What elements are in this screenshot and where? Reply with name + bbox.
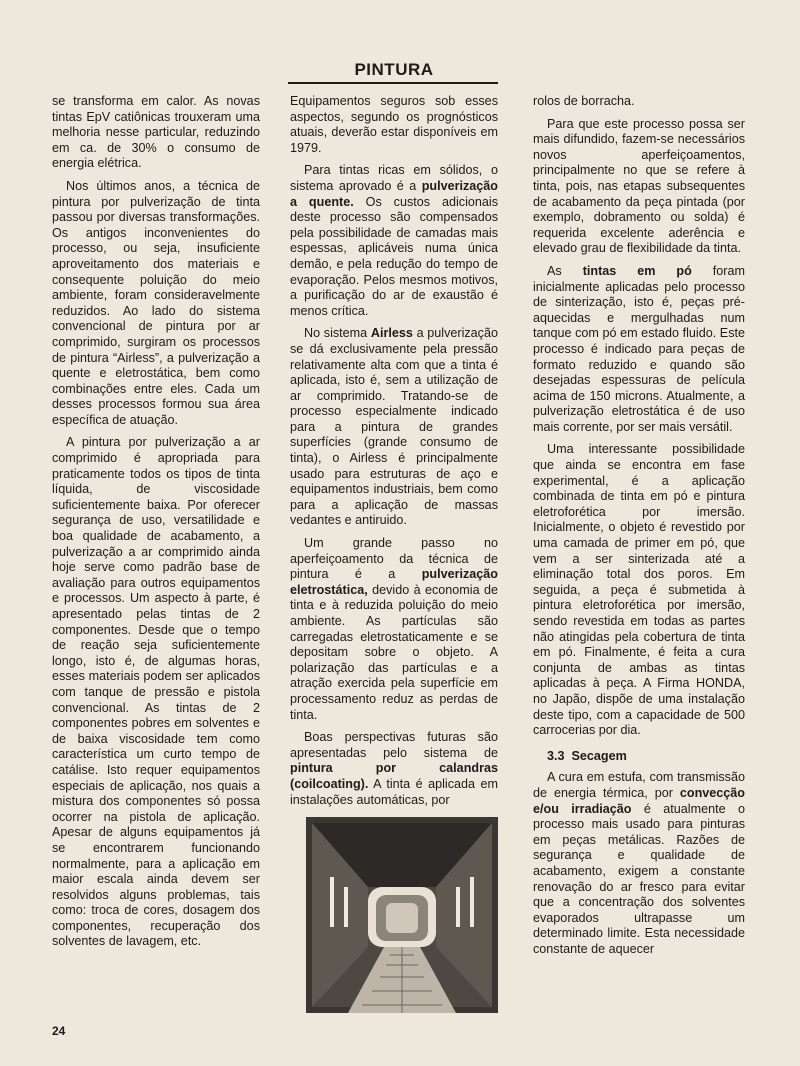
- paragraph: A pintura por pulverização a ar comprimido é apropriada para praticamente todos os tipos de tinta líquida, de viscosidade suficientemente baixa. Por oferecer segurança de uso, versatilidade e boa qualidade de acabamento, a pulverização a ar comprimido ainda hoje serve como padrão base de avaliação para outros equipamentos e processos. Um aspecto à parte, é apresentado pelas tintas de 2 componentes. Desde que o tempo de reação seja suficientemente longo, isto é, de algumas horas, esses materiais podem ser aplicados com tanque de pressão e pistola convencional. As tintas de 2 componentes pobres em solventes e de baixa viscosidade tem como característica um curto tempo de catálise. Isto requer equipamentos especiais de aplicação, nos quais a mistura dos componentes só possa ocorrer na pistola de aplicação. Apesar de alguns equipamentos já se encontrarem funcionando normalmente, para a aplicação em maior escala ainda devem ser resolvidos alguns problemas, tais como: troca de cores, dosagem dos componentes, recuperação dos solventes de lavagem, etc.: [52, 435, 260, 949]
- bold-term: pintura por calandras (coilcoating).: [290, 761, 498, 791]
- paragraph: [290, 536, 498, 723]
- bold-term: Airless: [370, 326, 413, 341]
- paragraph: [533, 770, 745, 957]
- paint-line-photo: [306, 817, 498, 1013]
- paragraph: [290, 326, 498, 529]
- bold-term: tintas em pó: [582, 263, 692, 278]
- text-run: Boas perspectivas futuras são apresentadas pelo sistema de: [290, 730, 498, 760]
- text-run: devido à economia de tinta e à reduzida poluição do meio ambiente. As partículas são carregadas eletrostaticamente e se depositam sobre o objeto. A polarização das partículas e a atração exercida pela superfície em processamento reduz as perdas de tinta.: [290, 582, 498, 722]
- paragraph: rolos de borracha.: [533, 94, 635, 108]
- tunnel-photo-illustration: [306, 817, 498, 1013]
- text-run: No sistema: [304, 326, 371, 341]
- text-run: As: [547, 263, 583, 278]
- text-run: foram inicialmente aplicadas pelo processo de sinterização, isto é, peças pré-aquecidas e mergulhadas num tanque com pó em estado fluido. Este processo é indicado para peças de formato reduzido e quando são desejadas espessuras de película acima de 150 microns. Atualmente, a pulverização eletrostática é de uso mais corrente, por ser mais versátil.: [533, 263, 745, 434]
- page-number: 24: [52, 1024, 66, 1038]
- paragraph: Uma interessante possibilidade que ainda se encontra em fase experimental, é a aplicação combinada de tinta em pó e pintura eletroforética por imersão. Inicialmente, o objeto é revestido por uma camada de primer em pó, que vem a ser sinterizada até a eliminação total dos poros. Em seguida, a peça é submetida à pintura eletroforética por imersão, sendo revestida em todas as partes não atingidas pela cobertura de tinta em pó. Finalmente, é feita a cura conjunta de ambas as tintas aplicadas à peça. A Firma HONDA, no Japão, dispõe de uma instalação deste tipo, com a capacidade de 500 carrocerias por dia.: [533, 442, 745, 738]
- paragraph: Equipamentos seguros sob esses aspectos, segundo os prognósticos atuais, deverão estar disponíveis em 1979.: [290, 94, 498, 155]
- section-title: Secagem: [571, 748, 627, 763]
- section-heading: [547, 749, 745, 765]
- text-run: A cura em estufa, com transmissão de energia térmica, por: [533, 770, 745, 800]
- text-run: a pulverização se dá exclusivamente pela pressão relativamente alta com que a tinta é aplicada, isto é, sem a utilização de ar comprimido. Tratando-se de processo especialmente indicado para a pintura de grandes superfícies (grande consumo de tinta), o Airless é principalmente usado para estruturas de aço e equipamentos industriais, bem como para a aplicação de massas vedantes e antiruido.: [290, 326, 498, 528]
- paragraph: [290, 163, 498, 319]
- bold-term: pulverização eletrostática,: [290, 567, 498, 597]
- page-header-title: PINTURA: [354, 60, 434, 79]
- text-run: Para tintas ricas em sólidos, o sistema aprovado é a: [290, 163, 498, 193]
- paragraph: Nos últimos anos, a técnica de pintura por pulverização de tinta passou por diversas transformações. Os antigos inconvenientes do processo, ou seja, insuficiente aproveitamento dos materiais e consequente poluição do meio ambiente, foram consideravelmente reduzidos. Ao lado do sistema convencional de pintura por ar comprimido, surgiram os processos de pintura “Airless”, a pulverização a quente e eletrostática, bem como combinações entre eles. Cada um desses processos formou sua área específica de atuação.: [52, 178, 260, 427]
- text-column-2: [290, 94, 498, 815]
- paragraph: se transforma em calor. As novas tintas EpV catiônicas trouxeram uma melhoria nesse particular, reduzindo em ca. de 30% o consumo de energia elétrica.: [52, 94, 260, 171]
- text-run: A tinta é aplicada em instalações automáticas, por: [290, 776, 498, 807]
- bold-term: convecção e/ou irradiação: [533, 785, 745, 816]
- paragraph: [290, 730, 498, 808]
- header-rule: [288, 82, 498, 84]
- text-column-1: [52, 94, 260, 957]
- text-run: Um grande passo no aperfeiçoamento da técnica de pintura é a: [290, 536, 498, 582]
- paragraph: [533, 264, 745, 436]
- text-run: é atualmente o processo mais usado para pinturas em peças metálicas. Razões de segurança e qualidade de acabamento, exigem a constante renovação do ar fresco para evitar que a concentração dos solventes evaporados ultrapasse um determinado limite. Esta necessidade constante de aquecer: [533, 801, 745, 956]
- paragraph: Para que este processo possa ser mais difundido, fazem-se necessários novos aperfeiçoamentos, principalmente no que se refere à tinta, pois, nas etapas subsequentes de acabamento da peça pintada (por exemplo, dobramento ou solda) é requerida excelente aderência e elevado grau de flexibilidade da tinta.: [533, 116, 745, 256]
- text-run: Os custos adicionais deste processo são compensados pela possibilidade de camadas mais espessas, aplicáveis numa única demão, e pela redução do tempo de evaporação. Pelos mesmos motivos, a purificação do ar de exaustão é menos crítica.: [290, 194, 498, 318]
- text-column-3: [533, 94, 745, 964]
- bold-term: pulverização a quente.: [290, 178, 498, 209]
- section-number: 3.3: [547, 748, 565, 763]
